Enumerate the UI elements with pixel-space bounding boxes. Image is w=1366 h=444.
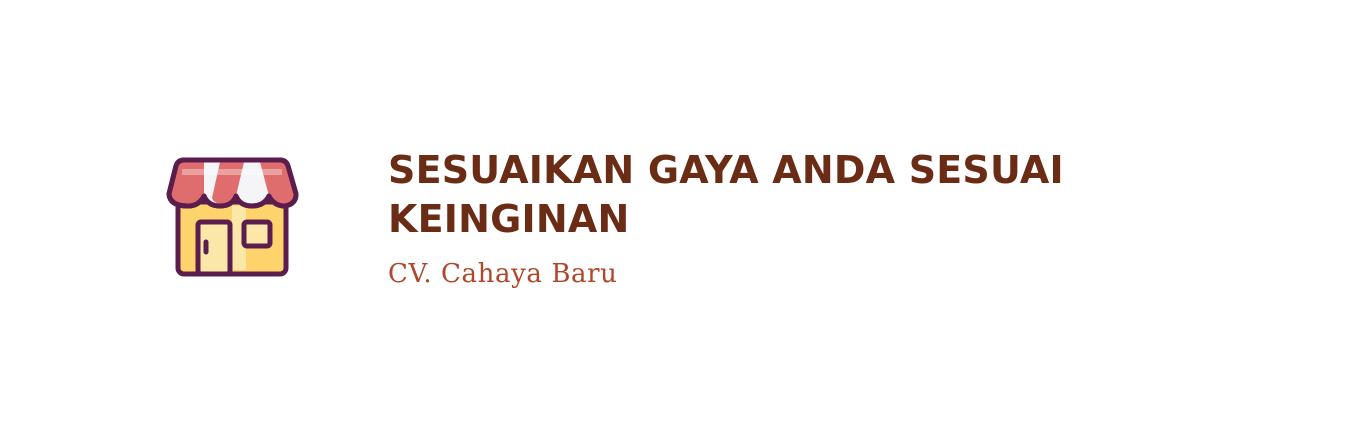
banner-text: [388, 146, 1148, 290]
company-name: CV. Cahaya Baru: [388, 259, 618, 289]
shop-storefront-icon: [164, 156, 300, 280]
shop-door: [198, 222, 230, 274]
headline: SESUAIKAN GAYA ANDA SESUAI KEINGINAN: [388, 148, 1064, 241]
shop-window: [244, 222, 270, 246]
